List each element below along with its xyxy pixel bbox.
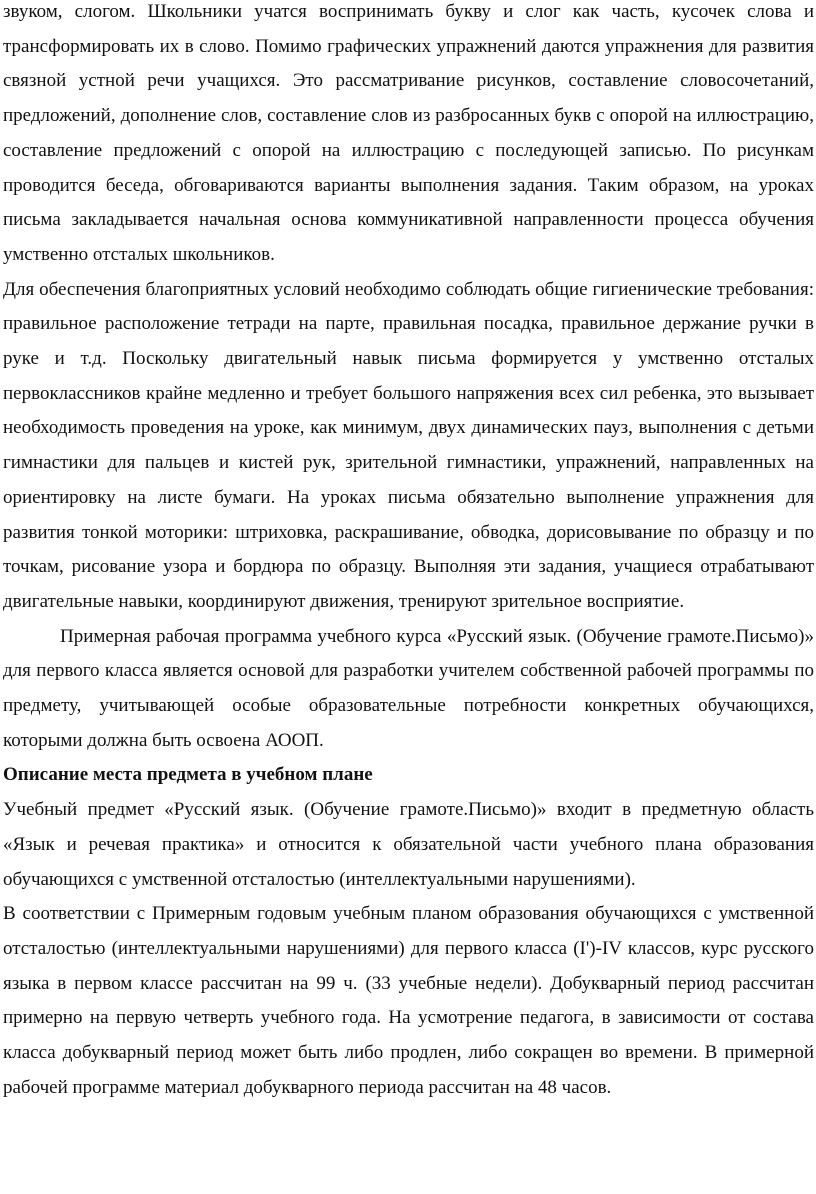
paragraph-writing-lessons: звуком, слогом. Школьники учатся воспринимать букву и слог как часть, кусочек слова и трансформировать их в слово. Помимо графических упражнений даются упражнения для развития связной устной речи учащихся. Это рассматривание рисунков, составление словосочетаний, предложений, дополнение слов, составление слов из разбросанных букв с опорой на иллюстрацию, составление предложений с опорой на иллюстрацию с последующей записью. По рисункам проводится беседа, обговариваются варианты выполнения задания. Таким образом, на уроках письма закладывается начальная основа коммуникативной направленности процесса обучения умственно отсталых школьников. xyxy=(3,1,814,265)
section-heading: Описание места предмета в учебном плане xyxy=(3,764,373,786)
paragraph-sample-program: Примерная рабочая программа учебного курса «Русский язык. (Обучение грамоте.Письмо)» для первого класса является основой для разработки учителем собственной рабочей программы по предмету, учитывающей особые образовательные потребности конкретных обучающихся, которыми должна быть освоена АООП. xyxy=(3,625,814,751)
paragraph-curriculum-hours: В соответствии с Примерным годовым учебным планом образования обучающихся с умственной отсталостью (интеллектуальными нарушениями) для первого класса (I')-IV классов, курс русского языка в первом классе рассчитан на 99 ч. (33 учебные недели). Добукварный период рассчитан примерно на первую четверть учебного года. На усмотрение педагога, в зависимости от состава класса добукварный период может быть либо продлен, либо сокращен во времени. В примерной рабочей программе материал добукварного периода рассчитан на 48 часов. xyxy=(3,903,814,1098)
paragraph-subject-area: Учебный предмет «Русский язык. (Обучение грамоте.Письмо)» входит в предметную область «Язык и речевая практика» и относится к обязательной части учебного плана образования обучающихся с умственной отсталостью (интеллектуальными нарушениями). xyxy=(3,799,814,890)
paragraph-hygiene-requirements: Для обеспечения благоприятных условий необходимо соблюдать общие гигиенические требования: правильное расположение тетради на парте, правильная посадка, правильное держание ручки в руке и т.д. Поскольку двигательный навык письма формируется у умственно отсталых первоклассников крайне медленно и требует большого напряжения всех сил ребенка, это вызывает необходимость проведения на уроке, как минимум, двух динамических пауз, выполнения с детьми гимнастики для пальцев и кистей рук, зрительной гимнастики, упражнений, направленных на ориентировку на листе бумаги. На уроках письма обязательно выполнение упражнения для развития тонкой моторики: штриховка, раскрашивание, обводка, дорисовывание по образцу и по точкам, рисование узора и бордюра по образцу. Выполняя эти задания, учащиеся отрабатывают двигательные навыки, координируют движения, тренируют зрительное восприятие. xyxy=(3,278,814,612)
